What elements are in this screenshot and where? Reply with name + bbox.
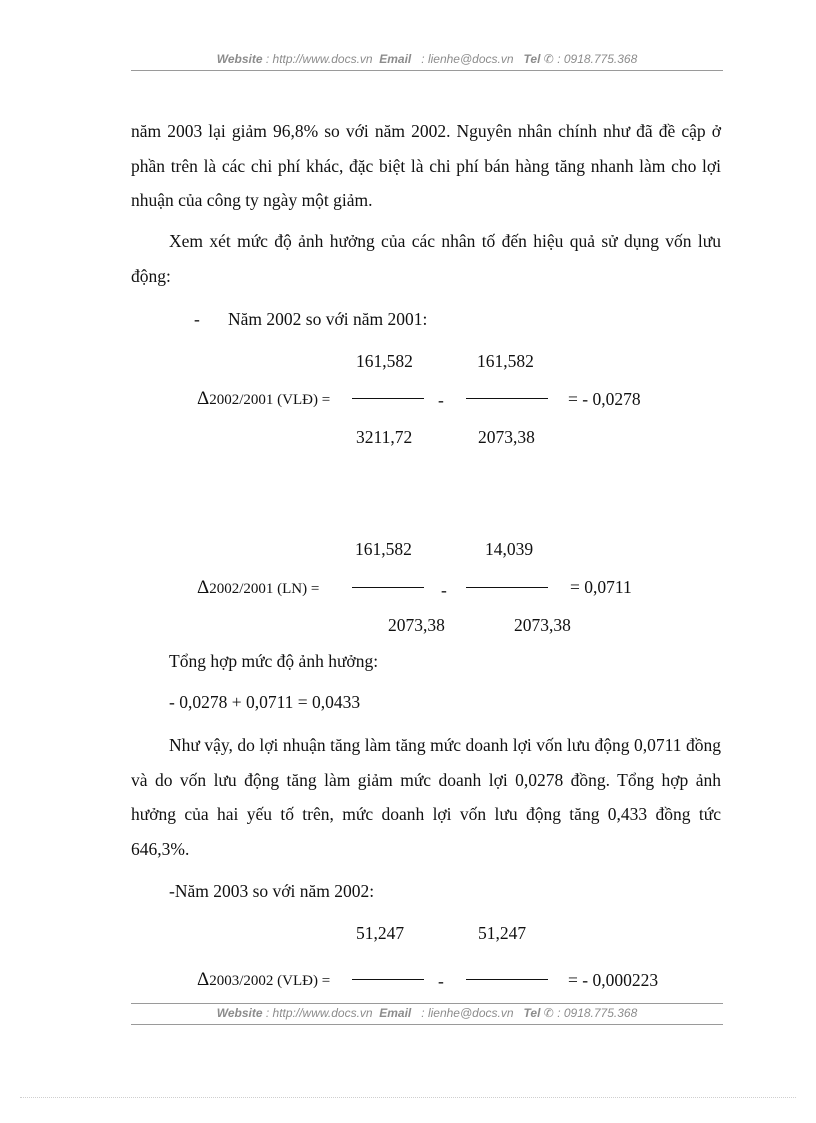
f1-numerator-2: 161,582 — [477, 351, 534, 371]
delta-symbol: Δ — [197, 577, 210, 598]
f3-fraction-bar-1 — [352, 979, 424, 980]
f1-result: = - 0,0278 — [568, 389, 641, 409]
sum-line: - 0,0278 + 0,0711 = 0,0433 — [169, 692, 361, 712]
f2-fraction-bar-2 — [466, 587, 548, 588]
footer-underline — [131, 1024, 723, 1025]
f2-label: Δ2002/2001 (LN) = — [197, 577, 320, 598]
f2-minus: - — [441, 580, 447, 600]
f2-numerator-1: 161,582 — [355, 539, 412, 559]
email-value[interactable]: : lienhe@docs.vn — [421, 52, 514, 66]
delta-symbol: Δ — [197, 969, 210, 990]
bullet-mark: - — [194, 309, 200, 329]
tel-label: Tel — [523, 52, 541, 66]
f3-numerator-2: 51,247 — [478, 923, 527, 943]
f1-minus: - — [438, 390, 444, 410]
phone-icon: ✆ — [543, 1006, 554, 1020]
tel-value: : 0918.775.368 — [557, 52, 638, 66]
f3-fraction-bar-2 — [466, 979, 548, 980]
paragraph-1: năm 2003 lại giảm 96,8% so với năm 2002. Nguyên nhân chính như đã đề cập ở phần trên là các chi phí khác, đặc biệt là chi phí bán hàng tăng nhanh làm cho lợi nhuận của công ty ngày một giảm. — [131, 121, 721, 210]
website-label: Website — [216, 52, 263, 66]
tel-label: Tel — [523, 1006, 541, 1020]
website-label: Website — [216, 1006, 263, 1020]
f1-fraction-bar-1 — [352, 398, 424, 399]
f1-label: Δ2002/2001 (VLĐ) = — [197, 388, 331, 409]
f2-fraction-bar-1 — [352, 587, 424, 588]
paragraph-5: -Năm 2003 so với năm 2002: — [169, 881, 375, 901]
f3-result: = - 0,000223 — [568, 970, 659, 990]
f3-label: Δ2003/2002 (VLĐ) = — [197, 969, 331, 990]
paragraph-4: Như vậy, do lợi nhuận tăng làm tăng mức doanh lợi vốn lưu động 0,0711 đồng và do vốn lưu động tăng làm giảm mức doanh lợi 0,0278 đồng. Tổng hợp ảnh hưởng của hai yếu tố trên, mức doanh lợi vốn lưu động tăng 0,433 đồng tức 646,3%. — [131, 735, 721, 859]
tel-value: : 0918.775.368 — [557, 1006, 638, 1020]
phone-icon: ✆ — [543, 52, 554, 66]
page-footer — [131, 1006, 723, 1020]
f2-denominator-2: 2073,38 — [514, 615, 571, 635]
email-value[interactable]: : lienhe@docs.vn — [421, 1006, 514, 1020]
f1-denominator-1: 3211,72 — [356, 427, 413, 447]
delta-symbol: Δ — [197, 388, 210, 409]
f2-numerator-2: 14,039 — [485, 539, 534, 559]
footer-rule — [131, 1003, 723, 1004]
website-url[interactable]: : http://www.docs.vn — [265, 52, 373, 66]
f1-numerator-1: 161,582 — [356, 351, 413, 371]
f1-denominator-2: 2073,38 — [478, 427, 535, 447]
paragraph-2: Xem xét mức độ ảnh hưởng của các nhân tố đến hiệu quả sử dụng vốn lưu động: — [131, 231, 721, 286]
f1-fraction-bar-2 — [466, 398, 548, 399]
paragraph-3: Tổng hợp mức độ ảnh hưởng: — [169, 651, 379, 671]
f2-result: = 0,0711 — [570, 577, 632, 597]
email-label: Email — [379, 52, 412, 66]
page-header — [131, 52, 723, 66]
f3-minus: - — [438, 971, 444, 991]
page-bottom-dotted-border — [20, 1097, 796, 1098]
header-rule — [131, 70, 723, 71]
f2-denominator-1: 2073,38 — [388, 615, 445, 635]
email-label: Email — [379, 1006, 412, 1020]
bullet-text: Năm 2002 so với năm 2001: — [228, 309, 428, 329]
f3-numerator-1: 51,247 — [356, 923, 405, 943]
website-url[interactable]: : http://www.docs.vn — [265, 1006, 373, 1020]
